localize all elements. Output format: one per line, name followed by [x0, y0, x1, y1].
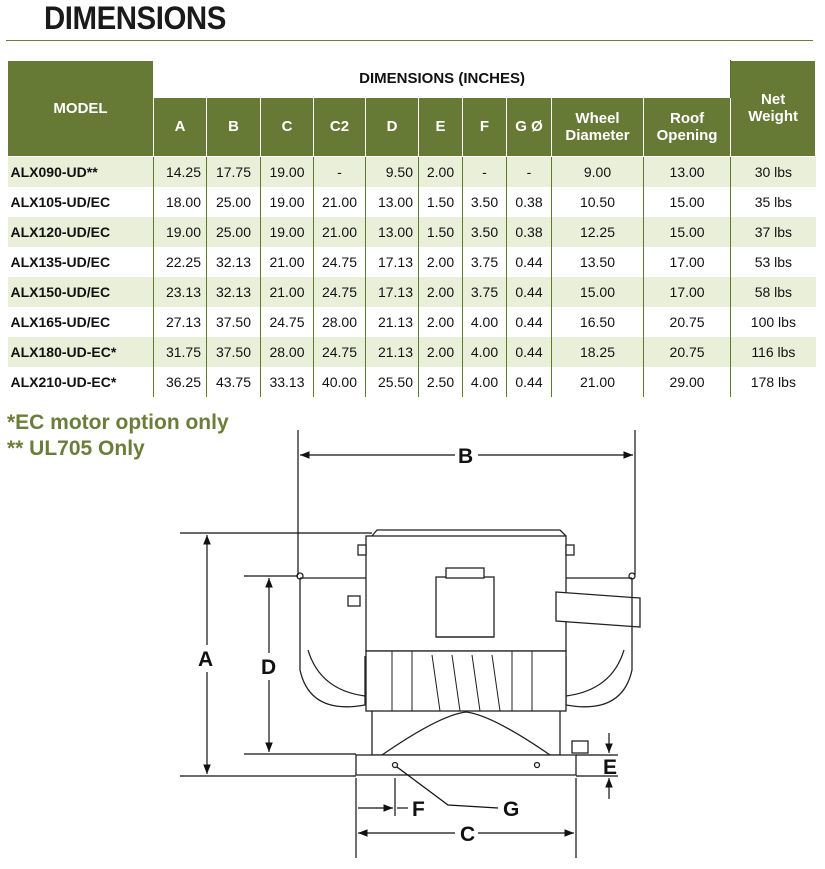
- column-header: E: [419, 97, 463, 156]
- dimension-cell: 0.38: [507, 217, 552, 247]
- dimension-cell: 25.00: [207, 217, 261, 247]
- dimensions-group-header: DIMENSIONS (INCHES): [154, 61, 731, 98]
- model-cell: ALX090-UD**: [8, 156, 154, 187]
- model-cell: ALX120-UD/EC: [8, 217, 154, 247]
- model-cell: ALX105-UD/EC: [10, 193, 111, 210]
- model-cell: ALX135-UD/EC: [10, 253, 111, 270]
- model-cell: ALX210-UD-EC*: [10, 373, 117, 390]
- label-g: G: [503, 798, 520, 821]
- dimension-cell: 24.75: [314, 337, 366, 367]
- dimension-cell: 2.00: [419, 277, 463, 307]
- dimension-cell: 21.00: [314, 187, 366, 217]
- column-header: G Ø: [507, 97, 552, 156]
- dimension-cell: 17.00: [644, 277, 731, 307]
- dimension-cell: -: [507, 156, 552, 187]
- dimension-cell: 37.50: [207, 307, 261, 337]
- dimension-cell: 1.50: [419, 187, 463, 217]
- dimension-cell: -: [314, 156, 366, 187]
- weight-cell: 37 lbs: [731, 217, 816, 247]
- dimension-cell: -: [463, 156, 507, 187]
- dimension-cell: 31.75: [154, 337, 207, 367]
- dimension-cell: 29.00: [644, 367, 731, 397]
- weight-cell: 178 lbs: [731, 367, 816, 397]
- page-title: DIMENSIONS: [44, 0, 226, 36]
- dimension-cell: 13.00: [366, 187, 419, 217]
- dimension-cell: 3.50: [463, 187, 507, 217]
- label-d: D: [261, 656, 277, 679]
- weight-cell: 58 lbs: [731, 277, 816, 307]
- dimension-cell: 17.00: [644, 247, 731, 277]
- dimension-cell: 1.50: [419, 217, 463, 247]
- weight-cell: 35 lbs: [731, 187, 816, 217]
- model-cell: ALX165-UD/EC: [10, 313, 111, 330]
- dimension-cell: 13.00: [644, 156, 731, 187]
- dimension-cell: 36.25: [154, 367, 207, 397]
- dimension-cell: 25.50: [366, 367, 419, 397]
- dimension-cell: 15.00: [644, 187, 731, 217]
- dimension-cell: 21.00: [314, 217, 366, 247]
- label-b: B: [458, 445, 474, 468]
- dimension-cell: 37.50: [207, 337, 261, 367]
- dimension-cell: 32.13: [207, 277, 261, 307]
- column-header: A: [154, 97, 207, 156]
- ul705-note: ** UL705 Only: [7, 437, 145, 460]
- dimension-cell: 21.00: [552, 367, 644, 397]
- label-a: A: [198, 648, 214, 671]
- dimension-cell: 14.25: [154, 156, 207, 187]
- dimension-cell: 18.25: [552, 337, 644, 367]
- dimension-cell: 33.13: [261, 367, 314, 397]
- dimension-cell: 0.44: [507, 247, 552, 277]
- dimension-cell: 19.00: [261, 187, 314, 217]
- dimension-cell: 43.75: [207, 367, 261, 397]
- model-cell: ALX180-UD-EC*: [8, 337, 154, 367]
- dimension-cell: 28.00: [261, 337, 314, 367]
- dimension-cell: 19.00: [261, 156, 314, 187]
- dimension-cell: 17.13: [366, 247, 419, 277]
- label-f: F: [412, 798, 425, 821]
- dimension-cell: 17.75: [207, 156, 261, 187]
- dimension-cell: 3.50: [463, 217, 507, 247]
- ec-motor-note: *EC motor option only: [7, 411, 229, 434]
- dimension-cell: 21.13: [366, 307, 419, 337]
- column-header: Wheel Diameter: [552, 97, 644, 156]
- dimension-cell: 22.25: [154, 247, 207, 277]
- dimension-cell: 2.50: [419, 367, 463, 397]
- column-header: C2: [314, 97, 366, 156]
- label-e: E: [603, 756, 618, 779]
- dimension-cell: 40.00: [314, 367, 366, 397]
- dimension-cell: 28.00: [314, 307, 366, 337]
- dimension-cell: 32.13: [207, 247, 261, 277]
- dimension-cell: 18.00: [154, 187, 207, 217]
- dimension-cell: 15.00: [644, 217, 731, 247]
- dimension-cell: 4.00: [463, 367, 507, 397]
- net-weight-header: Net Weight: [731, 61, 816, 157]
- dimension-cell: 0.44: [507, 277, 552, 307]
- dimension-cell: 13.00: [366, 217, 419, 247]
- dimension-cell: 24.75: [314, 247, 366, 277]
- fan-body-outline: [297, 530, 640, 775]
- dimension-cell: 19.00: [154, 217, 207, 247]
- dimension-cell: 4.00: [463, 337, 507, 367]
- dimension-cell: 24.75: [261, 307, 314, 337]
- label-c: C: [460, 823, 476, 846]
- dimension-cell: 10.50: [552, 187, 644, 217]
- dimension-cell: 23.13: [154, 277, 207, 307]
- dimension-cell: 27.13: [154, 307, 207, 337]
- dimension-cell: 24.75: [314, 277, 366, 307]
- dimension-cell: 3.75: [463, 277, 507, 307]
- column-header: D: [366, 97, 419, 156]
- dimension-cell: 13.50: [552, 247, 644, 277]
- dimension-cell: 20.75: [644, 337, 731, 367]
- dimension-cell: 25.00: [207, 187, 261, 217]
- dimension-cell: 21.13: [366, 337, 419, 367]
- dimension-cell: 3.75: [463, 247, 507, 277]
- column-header: Roof Opening: [644, 97, 731, 156]
- model-cell: ALX150-UD/EC: [8, 277, 154, 307]
- column-header: F: [463, 97, 507, 156]
- dimension-cell: 2.00: [419, 307, 463, 337]
- weight-cell: 100 lbs: [731, 307, 816, 337]
- model-header: MODEL: [8, 61, 154, 157]
- dimension-cell: 12.25: [552, 217, 644, 247]
- dimension-cell: 9.00: [552, 156, 644, 187]
- weight-cell: 30 lbs: [731, 156, 816, 187]
- dimension-cell: 0.44: [507, 367, 552, 397]
- dimension-cell: 17.13: [366, 277, 419, 307]
- dimension-cell: 2.00: [419, 247, 463, 277]
- dimension-cell: 21.00: [261, 247, 314, 277]
- dimension-cell: 19.00: [261, 217, 314, 247]
- dimension-cell: 20.75: [644, 307, 731, 337]
- dimension-cell: 2.00: [419, 156, 463, 187]
- dimension-cell: 2.00: [419, 337, 463, 367]
- dimension-cell: 21.00: [261, 277, 314, 307]
- dimension-cell: 0.38: [507, 187, 552, 217]
- dimension-cell: 0.44: [507, 307, 552, 337]
- weight-cell: 116 lbs: [731, 337, 816, 367]
- column-header: C: [261, 97, 314, 156]
- dimension-cell: 0.44: [507, 337, 552, 367]
- dimension-cell: 15.00: [552, 277, 644, 307]
- dimension-cell: 9.50: [366, 156, 419, 187]
- weight-cell: 53 lbs: [731, 247, 816, 277]
- dimension-cell: 4.00: [463, 307, 507, 337]
- column-header: B: [207, 97, 261, 156]
- dimension-cell: 16.50: [552, 307, 644, 337]
